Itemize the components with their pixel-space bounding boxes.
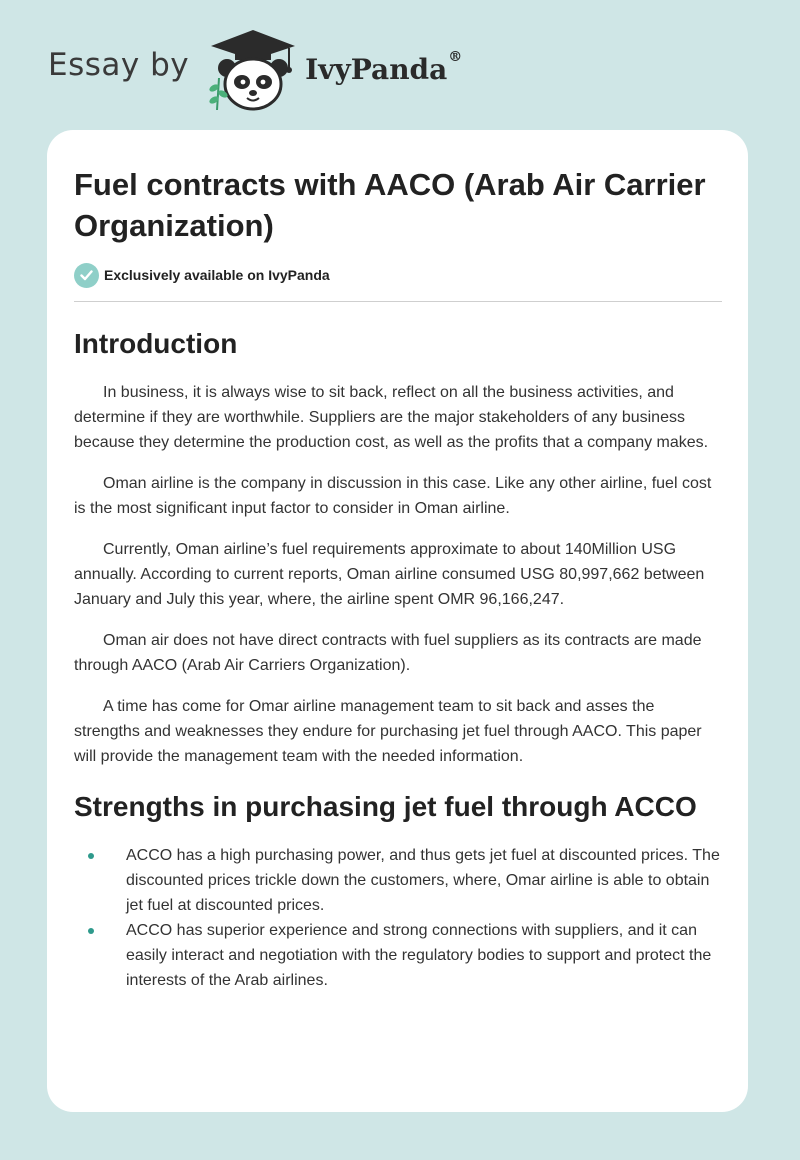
bullet-dot-icon xyxy=(88,928,94,934)
check-circle-icon xyxy=(74,263,99,288)
exclusive-badge xyxy=(74,262,722,288)
page-title: Fuel contracts with AACO (Arab Air Carrier Organization) xyxy=(74,167,706,243)
paragraph: In business, it is always wise to sit back, reflect on all the business activities, and determine if they are worthwhile. Suppliers are the major stakeholders of any business because they determine the production cost, as well as the profits that a company makes. xyxy=(74,384,709,451)
bullet-dot-icon xyxy=(88,853,94,859)
exclusive-label: Exclusively available on IvyPanda xyxy=(104,267,330,283)
list-item xyxy=(126,843,722,918)
essay-by-label: Essay by xyxy=(48,47,190,83)
paragraph: Oman airline is the company in discussion in this case. Like any other airline, fuel cost is the most significant input factor to consider in Oman airline. xyxy=(74,475,712,517)
paragraph: Currently, Oman airline’s fuel requirements approximate to about 140Million USG annually. According to current reports, Oman airline consumed USG 80,997,662 between January and July this year, where, the airline spent OMR 96,166,247. xyxy=(74,541,705,608)
list-item xyxy=(126,918,722,993)
section-heading-introduction: Introduction xyxy=(74,328,238,359)
strengths-list xyxy=(74,843,722,993)
divider xyxy=(74,301,722,302)
section-heading-strengths: Strengths in purchasing jet fuel through ACCO xyxy=(74,791,697,822)
site-header xyxy=(48,28,462,112)
paragraph: A time has come for Omar airline management team to sit back and asses the strengths and weaknesses they endure for purchasing jet fuel through AACO. This paper will provide the management team with the needed information. xyxy=(74,698,702,765)
list-item-text: ACCO has superior experience and strong connections with suppliers, and it can easily interact and negotiation with the regulatory bodies to support and protect the interests of the Arab airlines. xyxy=(126,922,712,989)
brand-logo-text: IvyPanda® xyxy=(305,48,463,86)
essay-content xyxy=(74,164,722,993)
paragraph: Oman air does not have direct contracts with fuel suppliers as its contracts are made through AACO (Arab Air Carriers Organization). xyxy=(74,632,702,674)
list-item-text: ACCO has a high purchasing power, and thus gets jet fuel at discounted prices. The discounted prices trickle down the customers, where, Omar airline is able to obtain jet fuel at discounted prices. xyxy=(126,847,720,914)
essay-card xyxy=(47,130,748,1112)
panda-graduate-icon xyxy=(205,28,301,112)
